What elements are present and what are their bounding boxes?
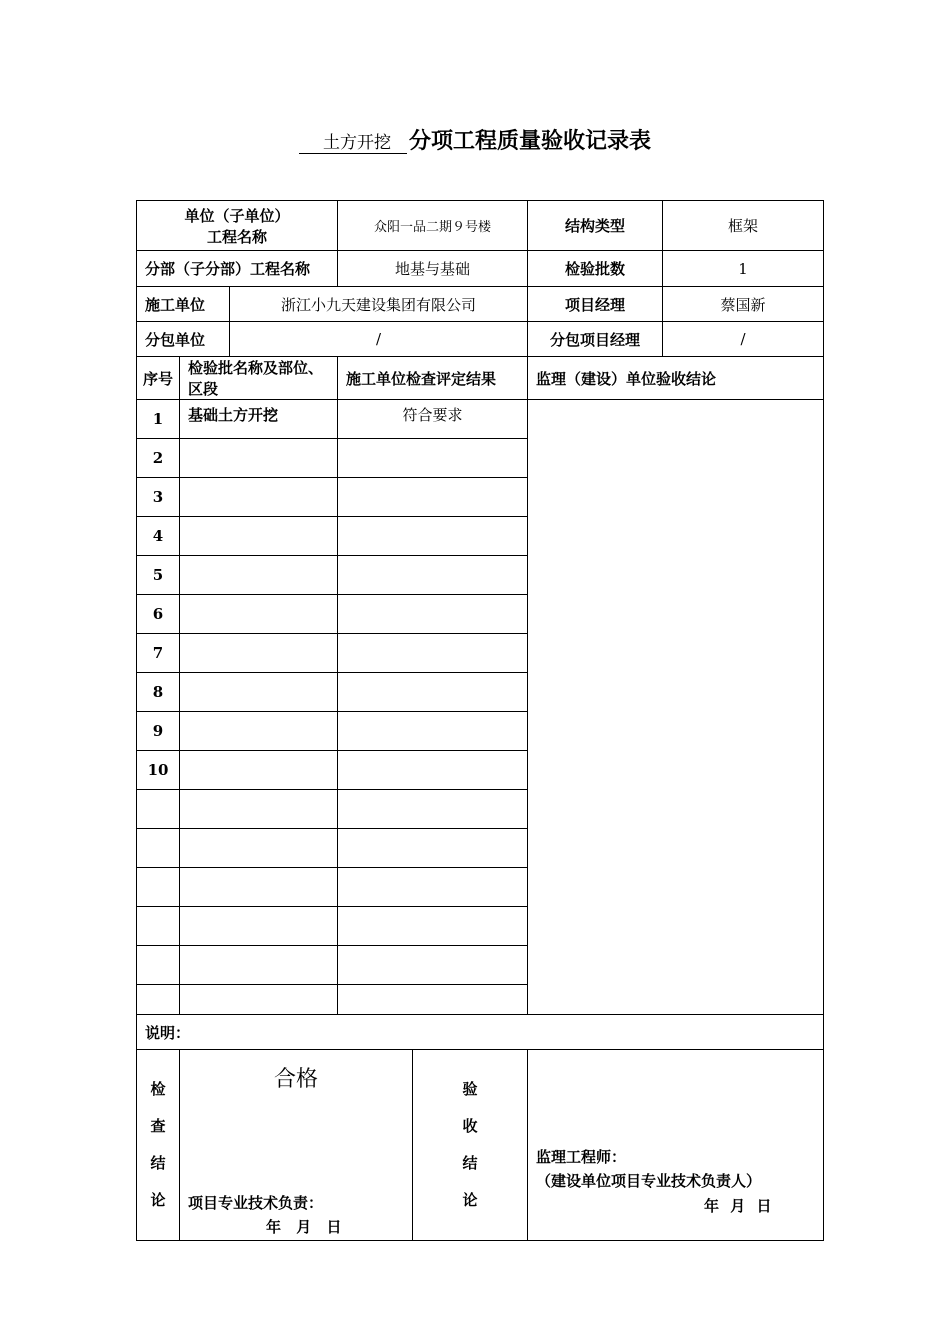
title-text: 分项工程质量验收记录表 (408, 128, 651, 154)
row-name (180, 595, 338, 634)
sub-project-label: 分部（子分部）工程名称 (137, 251, 338, 287)
check-signer: 项目专业技术负责： (188, 1194, 324, 1212)
row-no: 10 (137, 751, 180, 790)
row-name (180, 751, 338, 790)
col-header-supervision: 监理（建设）单位验收结论 (528, 357, 824, 400)
supervision-conclusion-cell (528, 400, 824, 1015)
col-header-result: 施工单位检查评定结果 (338, 357, 528, 400)
row-result (338, 478, 528, 517)
unit-project-label: 单位（子单位） 工程名称 (137, 201, 338, 251)
row-no (137, 790, 180, 829)
check-result: 合格 (273, 1067, 318, 1092)
row-no: 4 (137, 517, 180, 556)
row-no: 5 (137, 556, 180, 595)
row-name (180, 712, 338, 751)
row-no: 3 (137, 478, 180, 517)
row-result (338, 439, 528, 478)
row-result (338, 634, 528, 673)
row-no: 1 (137, 400, 180, 439)
col-header-name: 检验批名称及部位、区段 (180, 357, 338, 400)
row-no: 8 (137, 673, 180, 712)
row-name (180, 673, 338, 712)
structure-type-label: 结构类型 (528, 201, 663, 251)
row-name (180, 439, 338, 478)
row-result (338, 790, 528, 829)
row-no (137, 907, 180, 946)
row-name (180, 517, 338, 556)
row-name (180, 868, 338, 907)
structure-type-value: 框架 (663, 201, 824, 251)
row-no: 2 (137, 439, 180, 478)
batch-count-value: 1 (663, 251, 824, 287)
row-no: 9 (137, 712, 180, 751)
acceptance-conclusion-label: 验 收 结 论 (413, 1050, 528, 1241)
row-result: 符合要求 (338, 400, 528, 439)
row-result (338, 673, 528, 712)
row-name (180, 790, 338, 829)
rows-body (137, 400, 824, 1015)
unit-project-value: 众阳一品二期９号楼 (338, 201, 528, 251)
record-table (136, 200, 824, 1241)
row-result (338, 712, 528, 751)
acceptance-date: 年 月 日 (704, 1197, 772, 1215)
contractor-value: 浙江小九天建设集团有限公司 (230, 287, 528, 322)
sub-pm-value: / (663, 322, 824, 357)
row-name (180, 946, 338, 985)
row-result (338, 907, 528, 946)
row-name (180, 634, 338, 673)
row-result (338, 517, 528, 556)
row-result (338, 868, 528, 907)
row-name (180, 556, 338, 595)
row-result (338, 946, 528, 985)
row-result (338, 595, 528, 634)
page-title (0, 124, 950, 155)
check-date: 年 月 日 (266, 1218, 342, 1236)
row-name (180, 478, 338, 517)
row-name (180, 985, 338, 1015)
row-name (180, 907, 338, 946)
row-result (338, 829, 528, 868)
row-name: 基础土方开挖 (180, 400, 338, 439)
title-blank-value: 土方开挖 (299, 128, 407, 154)
col-header-no: 序号 (137, 357, 180, 400)
subcontractor-value: / (230, 322, 528, 357)
row-result (338, 556, 528, 595)
project-manager-label: 项目经理 (528, 287, 663, 322)
acceptance-conclusion-content (528, 1050, 824, 1241)
check-conclusion-content (180, 1050, 413, 1241)
row-no (137, 946, 180, 985)
sub-project-value: 地基与基础 (338, 251, 528, 287)
row-no (137, 829, 180, 868)
row-result (338, 751, 528, 790)
owner-technical-lead: （建设单位项目专业技术负责人） (536, 1172, 762, 1190)
batch-count-label: 检验批数 (528, 251, 663, 287)
row-no (137, 868, 180, 907)
notes-label: 说明： (137, 1015, 824, 1050)
row-result (338, 985, 528, 1015)
check-conclusion-label: 检 查 结 论 (137, 1050, 180, 1241)
row-name (180, 829, 338, 868)
subcontractor-label: 分包单位 (137, 322, 230, 357)
row-no (137, 985, 180, 1015)
contractor-label: 施工单位 (137, 287, 230, 322)
project-manager-value: 蔡国新 (663, 287, 824, 322)
sub-pm-label: 分包项目经理 (528, 322, 663, 357)
row-no: 6 (137, 595, 180, 634)
supervising-engineer: 监理工程师： (536, 1148, 627, 1166)
table-row (137, 400, 824, 439)
row-no: 7 (137, 634, 180, 673)
